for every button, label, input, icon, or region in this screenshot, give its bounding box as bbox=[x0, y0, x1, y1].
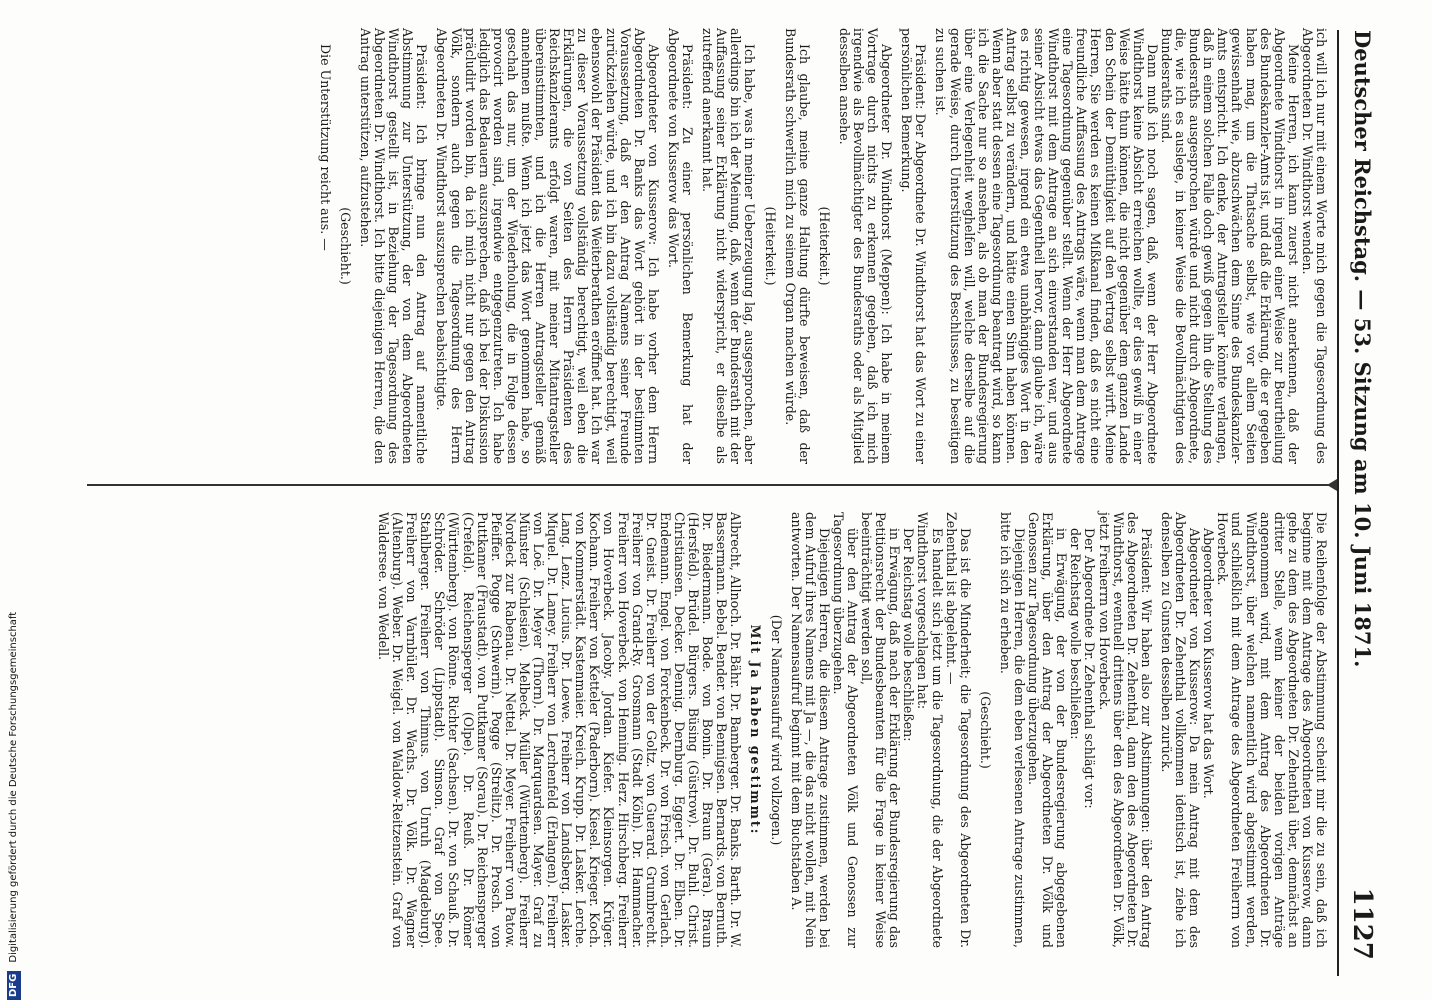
dfg-logo: DFG bbox=[7, 971, 21, 1000]
paragraph: Albrecht, Allnoch. Dr. Bähr. Dr. Bamberger. Dr. Banks. Barth. Dr. W. Bassermann. Bebel. Bender. von Bennigsen. Bernards. von Bernuth. Dr. Biedermann. Bode. von Bonin. Dr. Braun (Gera). Braun (Hersfeld). Brüdel. Bürgers. Büsing (Güstrow). Dr. Buhl. Christ. Christiansen. Decker. Dennig. Dernburg. Eggert. Dr. Elben. Dr. Endemann. Engel. von Forckenbeck. Dr. von Frisch. von Gerlach. Dr. Gneist. Dr. Freiherr von der Goltz. von Guerard. Grumbrecht. Freiherr von Grand-Ry. Grosmann (Stadt Köln). Dr. Hammacher. Freiherr von Hoverbeck. von Henning. Herz. Hirschberg. Freiherr von Hoverbeck. Jacoby. Jordan. Kiefer. Kleinsorgen. Krüger. Kochann. Freiherr von Ketteler (Paderborn). Kiesel. Krieger. Koch. von Kommerstädt. Kastenmaier. Kreich. Krupp. Dr. Lasker. Lerche. Lang. Lenz. Lucius. Dr. Loewe. Freiherr von Landsberg. Lasker. Miquel. Dr. Lamey. Freiherr von Lerchenfeld (Erlangen). Freiherr von Loë. Dr. Meyer (Thorn). Dr. Marquardsen. Mayer. Graf zu Münster (Schlesien). Melbeck. Müller (Württemberg). Freiherr Nordeck zur Rabenau. Dr. Nettel. Dr. Meyer. Freiherr von Patow. Pfeiffer. Pogge (Schwerin). Pogge (Strelitz). Dr. Prosch. von Puttkamer (Fraustadt). von Puttkamer (Sorau). Dr. Reichensperger (Crefeld). Reichensperger (Olpe). Dr. Reuß. Dr. Römer (Württemberg). von Rönne. Richter (Sachsen). Dr. von Schauß. Dr. Schröder. Schröder (Lippstadt). Simson. Graf von Spee. Stahlberger. Freiherr von Thimus. von Unruh (Magdeburg). Freiherr von Varnbüler. Dr. Wachs. Dr. Völk. Dr. Wagner (Altenburg). Weber. Dr. Weigel. von Waldow-Reitzenstein. Graf von Waldersee. von Wedell. bbox=[376, 512, 744, 948]
stage-direction: (Heiterkeit.) bbox=[762, 206, 778, 286]
paragraph: Präsident: Zu einer persönlichen Bemerkung hat der Abgeordnete von Kusserow das Wort. bbox=[665, 28, 696, 464]
paragraph: Ich glaube, meine ganze Haltung dürfte beweisen, daß der Bundesrath schwerlich mich zu seinem Organ machen würde. bbox=[782, 28, 812, 464]
stage-direction: (Geschieht.) bbox=[337, 207, 353, 285]
paragraph: Dann muß ich noch sagen, daß, wenn der Herr Abgeordnete Windthorst keine Absicht erreichen wollte, er dies gewiß in einer Weise hätte thun können, die nicht gegenüber dem ganzen Lande den Schein der Demüthigkeit auf den Vertrag selbst wirft. Meine Herren, Sie werden es keinen Mißkanal finden, daß es nicht eine freundliche Auffassung des Antrags wäre, wenn man dem Antrage eine Tagesordnung gegenüber stellt. Wenn der Herr Abgeordnete Windthorst mit dem Antrage an sich einverstanden war, und aus seiner Absicht etwas das Gegentheil hervor, dann glaube ich, wäre es richtig gewesen, irgend ein etwa unabhängiges Wort in den Antrag selbst zu verändern, und hätte einen Sinn haben können. Wenn aber statt dessen eine Tagesordnung beantragt wird, so kann ich die Sache nur so ansehen, als ob man der Bundesregierung über eine Verlegenheit weghelfen will, welche derselbe auf die gerade Weise, durch Unterstützung des Beschlusses, zu beseitigen zu suchen ist. bbox=[933, 28, 1160, 464]
paragraph: Diejenigen Herren, die dem eben verlesenen Antrage zustimmen, bitte ich sich zu erheben. bbox=[997, 512, 1028, 948]
paragraph: über den Antrag der Abgeordneten Völk und Genossen zur Tagesordnung überzugehen. bbox=[830, 512, 860, 948]
header-rule bbox=[1337, 30, 1339, 976]
paragraph: Die Unterstützung reicht aus. — bbox=[317, 44, 333, 251]
paragraph: Meine Herren, ich kann zuerst nicht anerkennen, daß der Abgeordnete Windthorst in irgend einer Weise zur Beurtheilung des Bundeskanzler-Amts ist, und daß die Erklärung, die er gegeben haben mag, um die Thatsache selbst, wie vor allem Seiten gewissenhaft wie, abzuschwächen dem Sinne des Bundeskanzler-Amts entspricht. Ich denke, der Antragsteller könnte verlangen, daß in einem solchen Falle doch gewiß gegen ihn die Stellung des Bundesraths ausgesprochen würde und nicht durch Abgeordnete, die, wie ich es auslege, in keiner Weise die Bevollmächtigten des Bundesraths sind. bbox=[1158, 28, 1301, 464]
left-column bbox=[318, 28, 1328, 464]
paragraph: Abgeordneter von Kusserow: Ich habe vorher dem Herrn Abgeordneten Dr. Banks das Wort gehört in der bestimmten Voraussetzung, daß er den Antrag Namens seiner Freunde zurückziehen würde, und ich bin dazu vollständig berechtigt, weil ebensowohl der Präsident das Weiterberathen eröffnet hat. Ich war zu dieser Voraussetzung vollständig berechtigt, weil eben die Erklärungen, die von Seiten des Herrn Präsidenten des Reichskanzleramts erfolgt waren, mit meiner Mitantragsteller übereinstimmten, und ich die Herren Antragsteller gemäß annehmen mußte. Wenn ich jetzt das Wort genommen habe, so geschah das nur, um der Wiederholung, die in Folge dessen provocirt worden sind, irgendwie entgegenzutreten. Ich habe lediglich das Bedauern auszusprechen, daß ich bei der Diskussion präcludirt worden bin, da ich mich nicht nur gegen den Antrag Völk, sondern auch gegen die Tagesordnung des Herrn Abgeordneten Dr. Windthorst auszusprechen beabsichtigte. bbox=[434, 28, 661, 464]
paragraph: Das ist die Minderheit; die Tagesordnung des Abgeordneten Dr. Zehenthal ist abgelehnt. — bbox=[943, 512, 973, 948]
paragraph: Der Reichstag wolle beschließen: bbox=[901, 528, 917, 742]
paragraph: Diejenigen Herren, die diesem Antrage zustimmen, werden bei dem Aufruf ihres Namens mit Ja —, die das nicht wollen, mit Nein antworten. Der Namensaufruf beginnt mit dem Buchstaben A. bbox=[788, 512, 832, 948]
stage-direction: (Geschieht.) bbox=[977, 691, 993, 769]
stage-direction: (Heiterkeit.) bbox=[816, 206, 832, 286]
paragraph: Präsident: Wir haben also zur Abstimmungen: über den Antrag des Abgeordneten Dr. Zehenthal, dann den des Abgeordneten Dr. Windthorst, eventuell drittens über den des Abgeordneten Dr. Völk, jetzt Freiherrn von Hoverbeck. bbox=[1096, 512, 1154, 948]
digitization-footer bbox=[4, 0, 24, 1000]
footer-text: Digitalisierung gefördert durch die Deutsche Forschungsgemeinschaft bbox=[8, 611, 19, 963]
paragraph: ich will ich nur mit einem Worte mich gegen die Tagesordnung des Abgeordneten Dr. Windthorst wenden. bbox=[1299, 28, 1329, 464]
section-heading: Mit Ja haben gestimmt: bbox=[748, 624, 764, 836]
paragraph: Ich habe, was in meiner Ueberzeugung lag, ausgesprochen, aber allerdings bin ich der Meinung, daß, wenn der Bundesrath mit der Auffassung seiner Erklärung nicht widerspricht, er dieselbe als zutreffend anerkannt hat. bbox=[700, 28, 758, 464]
paragraph: Präsident: Ich bringe nun den Antrag auf namentliche Abstimmung zur Unterstützung, der von dem Abgeordneten Windthorst gestellt ist, in Beziehung der Tagesordnung des Abgeordneten Dr. Windthorst. Ich bitte diejenigen Herren, die den Antrag unterstützen, aufzustehen. bbox=[358, 28, 430, 464]
paragraph: Es handelt sich jetzt um die Tagesordnung, die der Abgeordnete Windthorst vorgeschlagen hat: bbox=[915, 512, 945, 948]
running-header-title: Deutscher Reichstag. — 53. Sitzung am 10. Juni 1871. bbox=[1350, 30, 1375, 668]
paragraph: Abgeordneter von Kusserow hat das Wort. bbox=[1201, 528, 1217, 799]
paragraph: Abgeordneter Dr. Windthorst (Meppen): Ich habe in meinem Vortrage durch nichts zu erkennen gegeben, daß ich mich irgendwie als Bevollmächtigter des Bundesraths oder als Mitglied desselben ansehe. bbox=[836, 28, 895, 464]
stage-direction: (Der Namensaufruf wird vollzogen.) bbox=[768, 614, 784, 846]
paragraph: der Reichstag wolle beschließen: bbox=[1068, 528, 1084, 740]
column-divider bbox=[87, 484, 1337, 486]
paragraph: Präsident: Der Abgeordnete Dr. Windthorst hat das Wort zu einer persönlichen Bemerkung. bbox=[899, 28, 929, 464]
paragraph: Abgeordneter von Kusserow: Da mein Antrag mit dem des Abgeordneten Dr. Zehenthal vollkommen identisch ist, ziehe ich denselben zu Gunsten desselben zurück. bbox=[1158, 512, 1203, 948]
paragraph: Die Reihenfolge der Abstimmung scheint mir die zu sein, daß ich beginne mit dem Antrage des Abgeordneten von Kusserow, dann gehe zu dem des Abgeordneten Dr. Zehenthal über, demnächst an dritter Stelle, wenn keiner der beiden vorigen Anträge angenommen wird, mit dem Antrag des Abgeordneten Dr. Windthorst, über welchen namentlich wird abgestimmt werden, und schließlich mit dem Antrage des Abgeordneten Freiherrn von Hoverbeck. bbox=[1215, 512, 1329, 948]
paragraph: in Erwägung, daß nach der Erklärung der Bundesregierung das Petitionsrecht der Bundesbeamten für die Frage in keiner Weise beeinträchtigt werden soll, bbox=[859, 512, 903, 948]
paragraph: Der Abgeordnete Dr. Zehenthal schlägt vor: bbox=[1082, 528, 1098, 809]
paragraph: in Erwägung, der von der Bundesregierung abgegebenen Erklärung, über den Antrag der Abgeordneten Dr. Völk und Genossen zur Tagesordnung überzugehen. bbox=[1026, 512, 1070, 948]
page-number: 1127 bbox=[1347, 887, 1377, 960]
right-column bbox=[376, 512, 1328, 948]
